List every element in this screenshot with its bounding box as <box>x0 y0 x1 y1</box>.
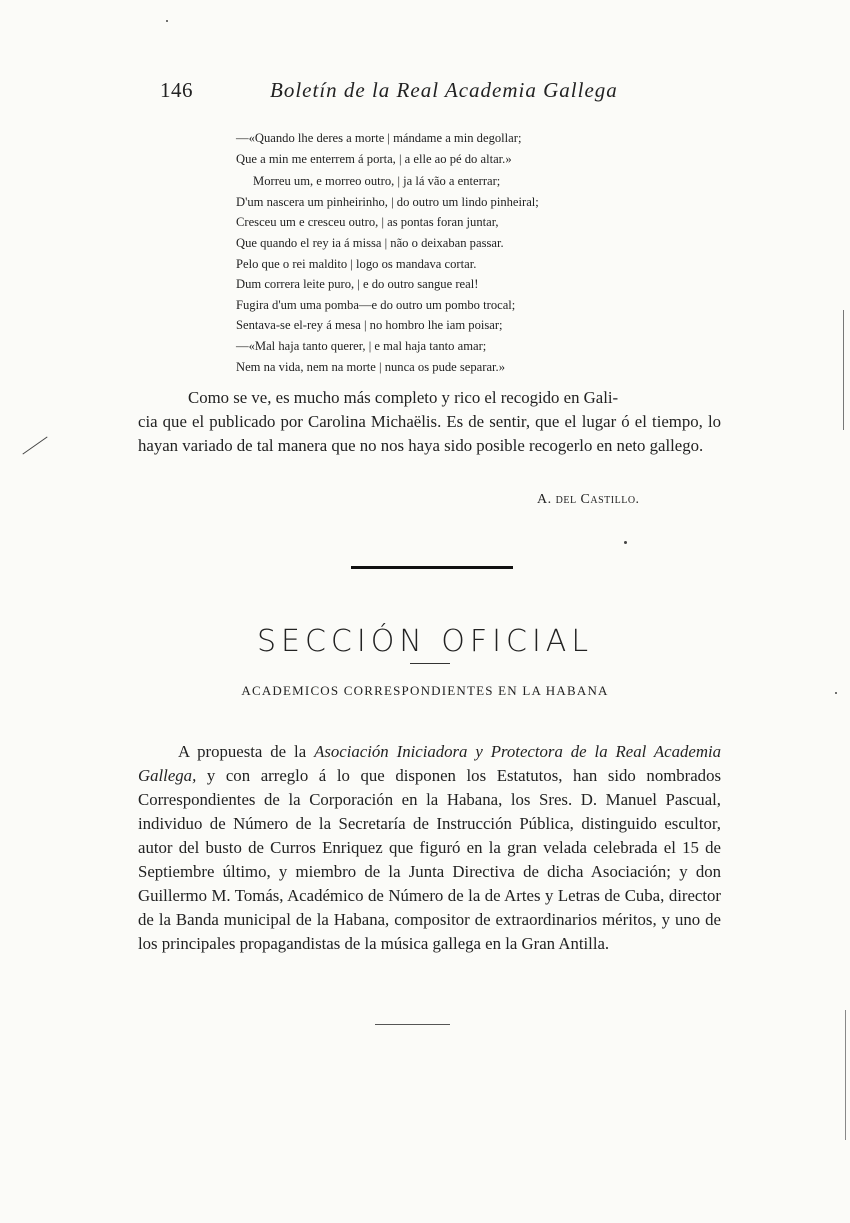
commentary-paragraph <box>138 386 721 458</box>
announcement-paragraph <box>138 740 721 956</box>
title-underline <box>410 663 450 664</box>
margin-pencil-mark <box>22 436 47 454</box>
association-name: Asociación Iniciadora y Protectora de la Real Academia Gallega, <box>138 742 721 785</box>
verse-line: D'um nascera um pinheirinho, | do outro um lindo pinheiral; <box>236 194 539 209</box>
verse-line: Pelo que o rei maldito | logo os mandava cortar. <box>236 256 477 271</box>
ink-speck <box>835 692 837 694</box>
section-title: SECCIÓN OFICIAL <box>256 624 594 659</box>
verse-line: Dum correra leite puro, | e do outro sangue real! <box>236 277 479 292</box>
verse-line: Que quando el rey ia á missa | não o deixaban passar. <box>236 235 504 250</box>
ink-speck <box>624 541 627 544</box>
paragraph-lead: A propuesta de la <box>178 742 307 761</box>
end-rule <box>375 1024 450 1025</box>
author-signature: A. del Castillo. <box>537 492 640 507</box>
paragraph-body: cia que el publicado por Carolina Michaëlis. Es de sentir, que el lugar ó el tiempo, lo hayan variado de tal manera que no nos haya sido posible recogerlo en neto gallego. <box>138 412 721 455</box>
verse-line: Cresceu um e cresceu outro, | as pontas foran juntar, <box>236 215 499 230</box>
verse-line: —«Quando lhe deres a morte | mándame a min degollar; <box>236 131 522 145</box>
page-edge-mark <box>843 310 844 430</box>
verse-line: Fugira d'um uma pomba—e do outro um pombo trocal; <box>236 297 516 312</box>
section-divider <box>351 566 513 569</box>
verse-line: Que a min me enterrem á porta, | a elle ao pé do altar.» <box>236 151 512 166</box>
page-edge-mark <box>845 1010 846 1140</box>
verse-line: Morreu um, e morreo outro, | ja lá vão a enterrar; <box>253 174 501 189</box>
verse-line: Nem na vida, nem na morte | nunca os pude separar.» <box>236 359 506 374</box>
paragraph-first-line: Como se ve, es mucho más completo y rico el recogido en Gali- <box>188 388 619 407</box>
page-number: 146 <box>160 78 193 102</box>
verse-line: —«Mal haja tanto querer, | e mal haja tanto amar; <box>236 338 487 353</box>
verse-block <box>236 128 676 377</box>
paragraph-body: y con arreglo á lo que disponen los Estatutos, han sido nombrados Correspondientes de la Corporación en la Habana, los Sres. D. Manuel Pascual, individuo de Número de la Secretaría de Instrucción Pública, distinguido escultor, autor del busto de Curros Enriquez que figuró en la gran velada celebrada el 15 de Septiembre último, y miembro de la Junta Directiva de dicha Asociación; y don Guillermo M. Tomás, Académico de Número de la de Artes y Letras de Cuba, director de la Banda municipal de la Habana, compositor de extraordinarios méritos, y uno de los principales propagandistas de la música gallega en la Gran Antilla. <box>138 766 721 953</box>
ink-speck <box>166 20 168 22</box>
verse-line: Sentava-se el-rey á mesa | no hombro lhe iam poisar; <box>236 318 503 333</box>
section-subtitle: ACADEMICOS CORRESPONDIENTES EN LA HABANA <box>241 683 609 698</box>
running-header: Boletín de la Real Academia Gallega <box>270 78 618 102</box>
